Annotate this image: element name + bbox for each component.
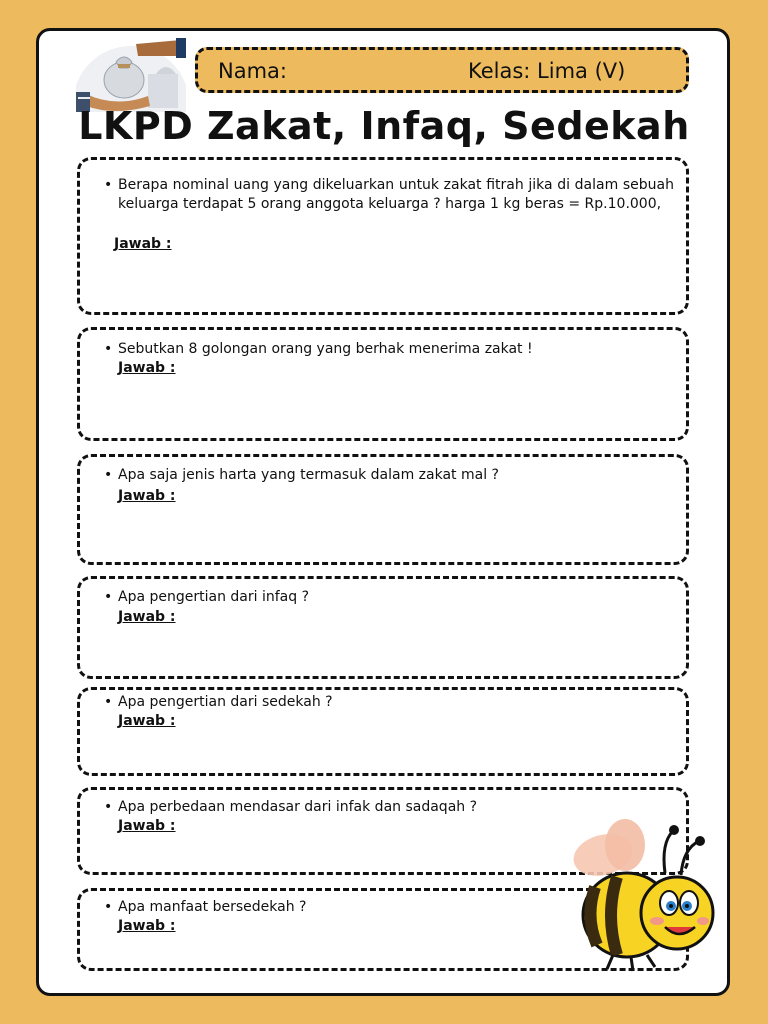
answer-label-5[interactable]: Jawab : (118, 713, 176, 729)
question-box-2 (77, 327, 689, 441)
question-1-text: Berapa nominal uang yang dikeluarkan untuk zakat fitrah jika di dalam sebuah keluarga terdapat 5 orang anggota keluarga ? harga 1 kg beras = Rp.10.000, (118, 177, 674, 212)
question-text-6 (104, 798, 526, 817)
question-4-text: Apa pengertian dari infaq ? (118, 589, 310, 605)
bullet-icon: • (104, 799, 113, 815)
question-box-3 (77, 454, 689, 565)
question-text-1 (104, 176, 674, 214)
question-text-5 (104, 693, 674, 712)
page-title: LKPD Zakat, Infaq, Sedekah (78, 104, 690, 148)
question-text-4 (104, 588, 674, 607)
zakat-hands-icon (76, 34, 186, 112)
bullet-icon: • (104, 589, 113, 605)
nama-field-label[interactable]: Nama: (218, 59, 287, 83)
question-text-7 (104, 898, 526, 917)
answer-label-1[interactable]: Jawab : (114, 236, 172, 252)
bullet-icon: • (104, 899, 113, 915)
answer-label-3[interactable]: Jawab : (118, 488, 176, 504)
question-box-5 (77, 687, 689, 776)
bullet-icon: • (104, 694, 113, 710)
question-text-2 (104, 340, 674, 359)
question-text-3 (104, 466, 674, 485)
answer-label-2[interactable]: Jawab : (118, 360, 176, 376)
bullet-icon: • (104, 467, 113, 483)
answer-label-4[interactable]: Jawab : (118, 609, 176, 625)
student-info-box (195, 47, 689, 93)
answer-label-7[interactable]: Jawab : (118, 918, 176, 934)
question-3-text: Apa saja jenis harta yang termasuk dalam zakat mal ? (118, 467, 499, 483)
answer-label-6[interactable]: Jawab : (118, 818, 176, 834)
question-box-1 (77, 157, 689, 315)
bee-mascot-icon (565, 815, 715, 980)
question-5-text: Apa pengertian dari sedekah ? (118, 694, 333, 710)
kelas-label: Kelas: Lima (V) (468, 59, 626, 83)
bullet-icon: • (104, 177, 113, 193)
question-box-4 (77, 576, 689, 679)
bullet-icon: • (104, 341, 113, 357)
question-7-text: Apa manfaat bersedekah ? (118, 899, 307, 915)
question-2-text: Sebutkan 8 golongan orang yang berhak menerima zakat ! (118, 341, 533, 357)
question-6-text: Apa perbedaan mendasar dari infak dan sadaqah ? (118, 799, 478, 815)
